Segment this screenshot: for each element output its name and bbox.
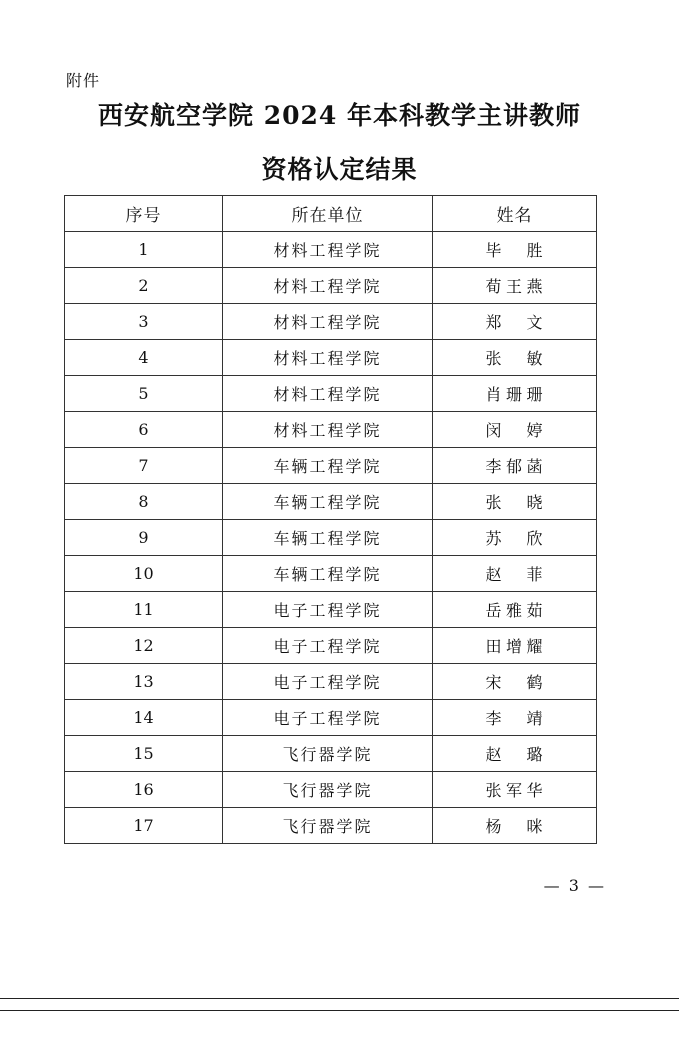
row-serial-number: 7 — [65, 448, 223, 484]
row-teacher-name-cell — [433, 412, 597, 448]
row-unit: 车辆工程学院 — [223, 520, 433, 556]
header-serial-number: 序号 — [65, 196, 223, 232]
row-unit: 材料工程学院 — [223, 412, 433, 448]
row-teacher-name: 田增耀 — [485, 637, 544, 656]
row-teacher-name: 宋 鹤 — [485, 673, 544, 692]
table-body — [65, 232, 597, 844]
row-unit: 材料工程学院 — [223, 268, 433, 304]
table-row — [65, 484, 597, 520]
row-unit: 材料工程学院 — [223, 232, 433, 268]
row-serial-number: 14 — [65, 700, 223, 736]
row-teacher-name-cell — [433, 736, 597, 772]
row-serial-number: 15 — [65, 736, 223, 772]
attachment-label: 附件 — [66, 71, 101, 90]
row-serial-number: 16 — [65, 772, 223, 808]
row-unit: 材料工程学院 — [223, 376, 433, 412]
row-teacher-name-cell — [433, 484, 597, 520]
row-teacher-name: 荀王燕 — [485, 277, 544, 296]
row-unit: 电子工程学院 — [223, 664, 433, 700]
table-row — [65, 304, 597, 340]
table-row — [65, 520, 597, 556]
row-unit: 电子工程学院 — [223, 628, 433, 664]
row-teacher-name: 苏 欣 — [485, 529, 544, 548]
row-teacher-name: 杨 咪 — [485, 817, 544, 836]
row-teacher-name-cell — [433, 304, 597, 340]
table-row — [65, 736, 597, 772]
row-serial-number: 1 — [65, 232, 223, 268]
row-unit: 电子工程学院 — [223, 700, 433, 736]
row-teacher-name: 张 晓 — [485, 493, 544, 512]
row-teacher-name-cell — [433, 376, 597, 412]
row-teacher-name: 李郁菡 — [485, 457, 544, 476]
row-teacher-name: 肖珊珊 — [485, 385, 544, 404]
row-teacher-name: 李 靖 — [485, 709, 544, 728]
table-row — [65, 268, 597, 304]
row-teacher-name: 赵 菲 — [485, 565, 544, 584]
row-serial-number: 11 — [65, 592, 223, 628]
row-serial-number: 8 — [65, 484, 223, 520]
row-teacher-name-cell — [433, 340, 597, 376]
row-teacher-name-cell — [433, 232, 597, 268]
row-teacher-name-cell — [433, 520, 597, 556]
row-teacher-name-cell — [433, 664, 597, 700]
row-unit: 材料工程学院 — [223, 304, 433, 340]
row-unit: 车辆工程学院 — [223, 556, 433, 592]
row-serial-number: 13 — [65, 664, 223, 700]
row-teacher-name-cell — [433, 772, 597, 808]
row-teacher-name-cell — [433, 628, 597, 664]
table-header-row — [65, 196, 597, 232]
row-serial-number: 12 — [65, 628, 223, 664]
page-number: — 3 — — [543, 876, 606, 895]
row-teacher-name: 毕 胜 — [485, 241, 544, 260]
row-serial-number: 17 — [65, 808, 223, 844]
row-unit: 车辆工程学院 — [223, 484, 433, 520]
table-row — [65, 448, 597, 484]
row-teacher-name: 闵 婷 — [485, 421, 544, 440]
row-serial-number: 6 — [65, 412, 223, 448]
row-unit: 电子工程学院 — [223, 592, 433, 628]
table-row — [65, 412, 597, 448]
table-row — [65, 232, 597, 268]
row-unit: 飞行器学院 — [223, 808, 433, 844]
row-serial-number: 2 — [65, 268, 223, 304]
document-title-line-1: 西安航空学院 2024 年本科教学主讲教师 — [98, 101, 581, 130]
table-row — [65, 664, 597, 700]
row-teacher-name: 张 敏 — [485, 349, 544, 368]
footer-rule-top — [0, 998, 679, 999]
row-serial-number: 9 — [65, 520, 223, 556]
row-serial-number: 5 — [65, 376, 223, 412]
table-row — [65, 808, 597, 844]
row-unit: 飞行器学院 — [223, 736, 433, 772]
table-row — [65, 592, 597, 628]
table-row — [65, 376, 597, 412]
row-teacher-name-cell — [433, 700, 597, 736]
row-teacher-name: 张军华 — [485, 781, 544, 800]
header-unit: 所在单位 — [223, 196, 433, 232]
row-unit: 车辆工程学院 — [223, 448, 433, 484]
row-serial-number: 4 — [65, 340, 223, 376]
table-row — [65, 340, 597, 376]
table-row — [65, 628, 597, 664]
header-name: 姓名 — [433, 196, 597, 232]
row-teacher-name-cell — [433, 808, 597, 844]
table-row — [65, 772, 597, 808]
row-teacher-name-cell — [433, 556, 597, 592]
document-title-line-2: 资格认定结果 — [261, 155, 418, 184]
row-teacher-name: 赵 璐 — [485, 745, 544, 764]
row-serial-number: 10 — [65, 556, 223, 592]
table-row — [65, 556, 597, 592]
row-unit: 飞行器学院 — [223, 772, 433, 808]
table-row — [65, 700, 597, 736]
footer-rule-bottom — [0, 1010, 679, 1011]
row-teacher-name-cell — [433, 448, 597, 484]
row-teacher-name: 岳雅茹 — [485, 601, 544, 620]
row-teacher-name-cell — [433, 268, 597, 304]
row-unit: 材料工程学院 — [223, 340, 433, 376]
row-teacher-name: 郑 文 — [485, 313, 544, 332]
row-serial-number: 3 — [65, 304, 223, 340]
row-teacher-name-cell — [433, 592, 597, 628]
result-table — [64, 195, 597, 844]
